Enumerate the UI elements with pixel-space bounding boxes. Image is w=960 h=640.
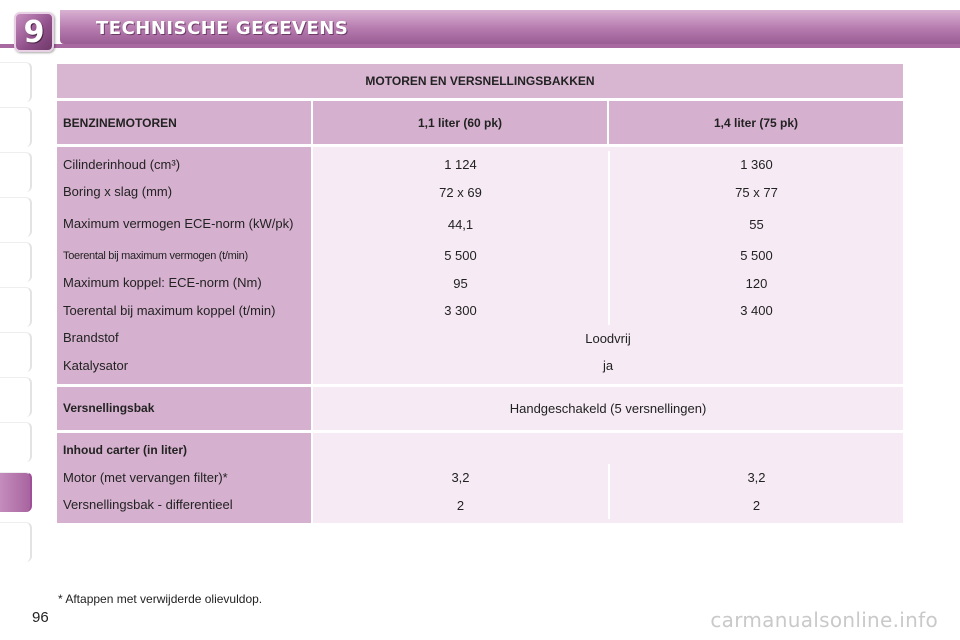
gearbox-value: Handgeschakeld (5 versnellingen) bbox=[313, 387, 903, 430]
page-number: 96 bbox=[32, 609, 49, 626]
value-1-1: 3,2 bbox=[451, 470, 470, 486]
value-catalyst: ja bbox=[602, 358, 614, 374]
value-1-1: 72 x 69 bbox=[439, 184, 482, 200]
chapter-tab-4[interactable] bbox=[0, 197, 32, 237]
value-1-1: 95 bbox=[453, 275, 468, 291]
table-row bbox=[313, 151, 903, 179]
value-1-4: 3 400 bbox=[608, 297, 903, 325]
spec-label-bore-stroke: Boring x slag (mm) bbox=[63, 184, 173, 200]
value-1-1: 1 124 bbox=[444, 157, 477, 173]
table-row bbox=[313, 464, 903, 492]
chapter-tab-10-active[interactable] bbox=[0, 472, 32, 512]
table-row bbox=[313, 352, 903, 380]
value-1-4: 55 bbox=[608, 206, 903, 242]
spec-label-fuel: Brandstof bbox=[63, 330, 119, 346]
gearbox-block bbox=[57, 387, 903, 430]
spec-label-rpm-max-torque: Toerental bij maximum koppel (t/min) bbox=[63, 302, 276, 318]
table-row bbox=[313, 492, 903, 520]
value-1-4: 120 bbox=[608, 270, 903, 298]
value-1-1: 44,1 bbox=[447, 216, 474, 232]
table-row bbox=[313, 242, 903, 270]
chapter-tab-3[interactable] bbox=[0, 152, 32, 192]
chapter-tab-8[interactable] bbox=[0, 377, 32, 417]
footnote: * Aftappen met verwijderde olievuldop. bbox=[58, 592, 263, 606]
oil-capacity-block bbox=[57, 433, 903, 524]
chapter-tabs bbox=[0, 62, 34, 574]
table-header-row bbox=[57, 101, 903, 144]
chapter-tab-1[interactable] bbox=[0, 62, 32, 102]
spec-values bbox=[313, 147, 903, 384]
spec-label-max-torque: Maximum koppel: ECE-norm (Nm) bbox=[63, 275, 262, 291]
page-header bbox=[0, 0, 960, 50]
chapter-badge bbox=[14, 12, 54, 52]
oil-labels bbox=[57, 433, 311, 524]
page-title: TECHNISCHE GEGEVENS bbox=[96, 18, 349, 39]
spec-label-rpm-max-power: Toerental bij maximum vermogen (t/min) bbox=[63, 249, 248, 262]
header-rule bbox=[60, 44, 960, 48]
oil-title: Inhoud carter (in liter) bbox=[63, 443, 188, 458]
table-row bbox=[313, 206, 903, 242]
table-row bbox=[313, 270, 903, 298]
spec-label-displacement: Cilinderinhoud (cm³) bbox=[63, 156, 181, 172]
chapter-number: 9 bbox=[23, 14, 45, 50]
value-1-4: 75 x 77 bbox=[608, 179, 903, 207]
chapter-tab-5[interactable] bbox=[0, 242, 32, 282]
value-fuel: Loodvrij bbox=[585, 330, 631, 346]
value-1-4: 2 bbox=[608, 492, 903, 520]
chapter-tab-9[interactable] bbox=[0, 422, 32, 462]
column-header-engine: BENZINEMOTOREN bbox=[57, 101, 311, 144]
column-header-1-1-liter: 1,1 liter (60 pk) bbox=[313, 101, 607, 144]
chapter-tab-2[interactable] bbox=[0, 107, 32, 147]
spec-labels bbox=[57, 147, 311, 384]
value-1-4: 1 360 bbox=[608, 151, 903, 179]
chapter-tab-11[interactable] bbox=[0, 522, 32, 562]
table-row bbox=[313, 325, 903, 353]
value-1-4: 5 500 bbox=[608, 242, 903, 270]
value-1-1: 2 bbox=[456, 497, 465, 513]
spec-label-max-power: Maximum vermogen ECE-norm (kW/pk) bbox=[63, 216, 294, 231]
table-section-title: MOTOREN EN VERSNELLINGSBAKKEN bbox=[57, 64, 903, 98]
table-row bbox=[313, 297, 903, 325]
chapter-tab-6[interactable] bbox=[0, 287, 32, 327]
value-1-4: 3,2 bbox=[608, 464, 903, 492]
value-1-1: 5 500 bbox=[444, 248, 477, 264]
table-row bbox=[313, 179, 903, 207]
spec-label-catalyst: Katalysator bbox=[63, 357, 129, 373]
gearbox-label: Versnellingsbak bbox=[57, 387, 311, 430]
oil-values bbox=[313, 433, 903, 524]
chapter-tab-7[interactable] bbox=[0, 332, 32, 372]
value-1-1: 3 300 bbox=[444, 303, 477, 319]
oil-label-gearbox: Versnellingsbak - differentieel bbox=[63, 497, 233, 513]
spec-table bbox=[57, 64, 903, 526]
oil-label-engine: Motor (met vervangen filter)* bbox=[63, 469, 228, 485]
watermark-text: carmanualsonline.info bbox=[710, 608, 938, 632]
engine-specs-block bbox=[57, 147, 903, 384]
column-header-1-4-liter: 1,4 liter (75 pk) bbox=[609, 101, 903, 144]
